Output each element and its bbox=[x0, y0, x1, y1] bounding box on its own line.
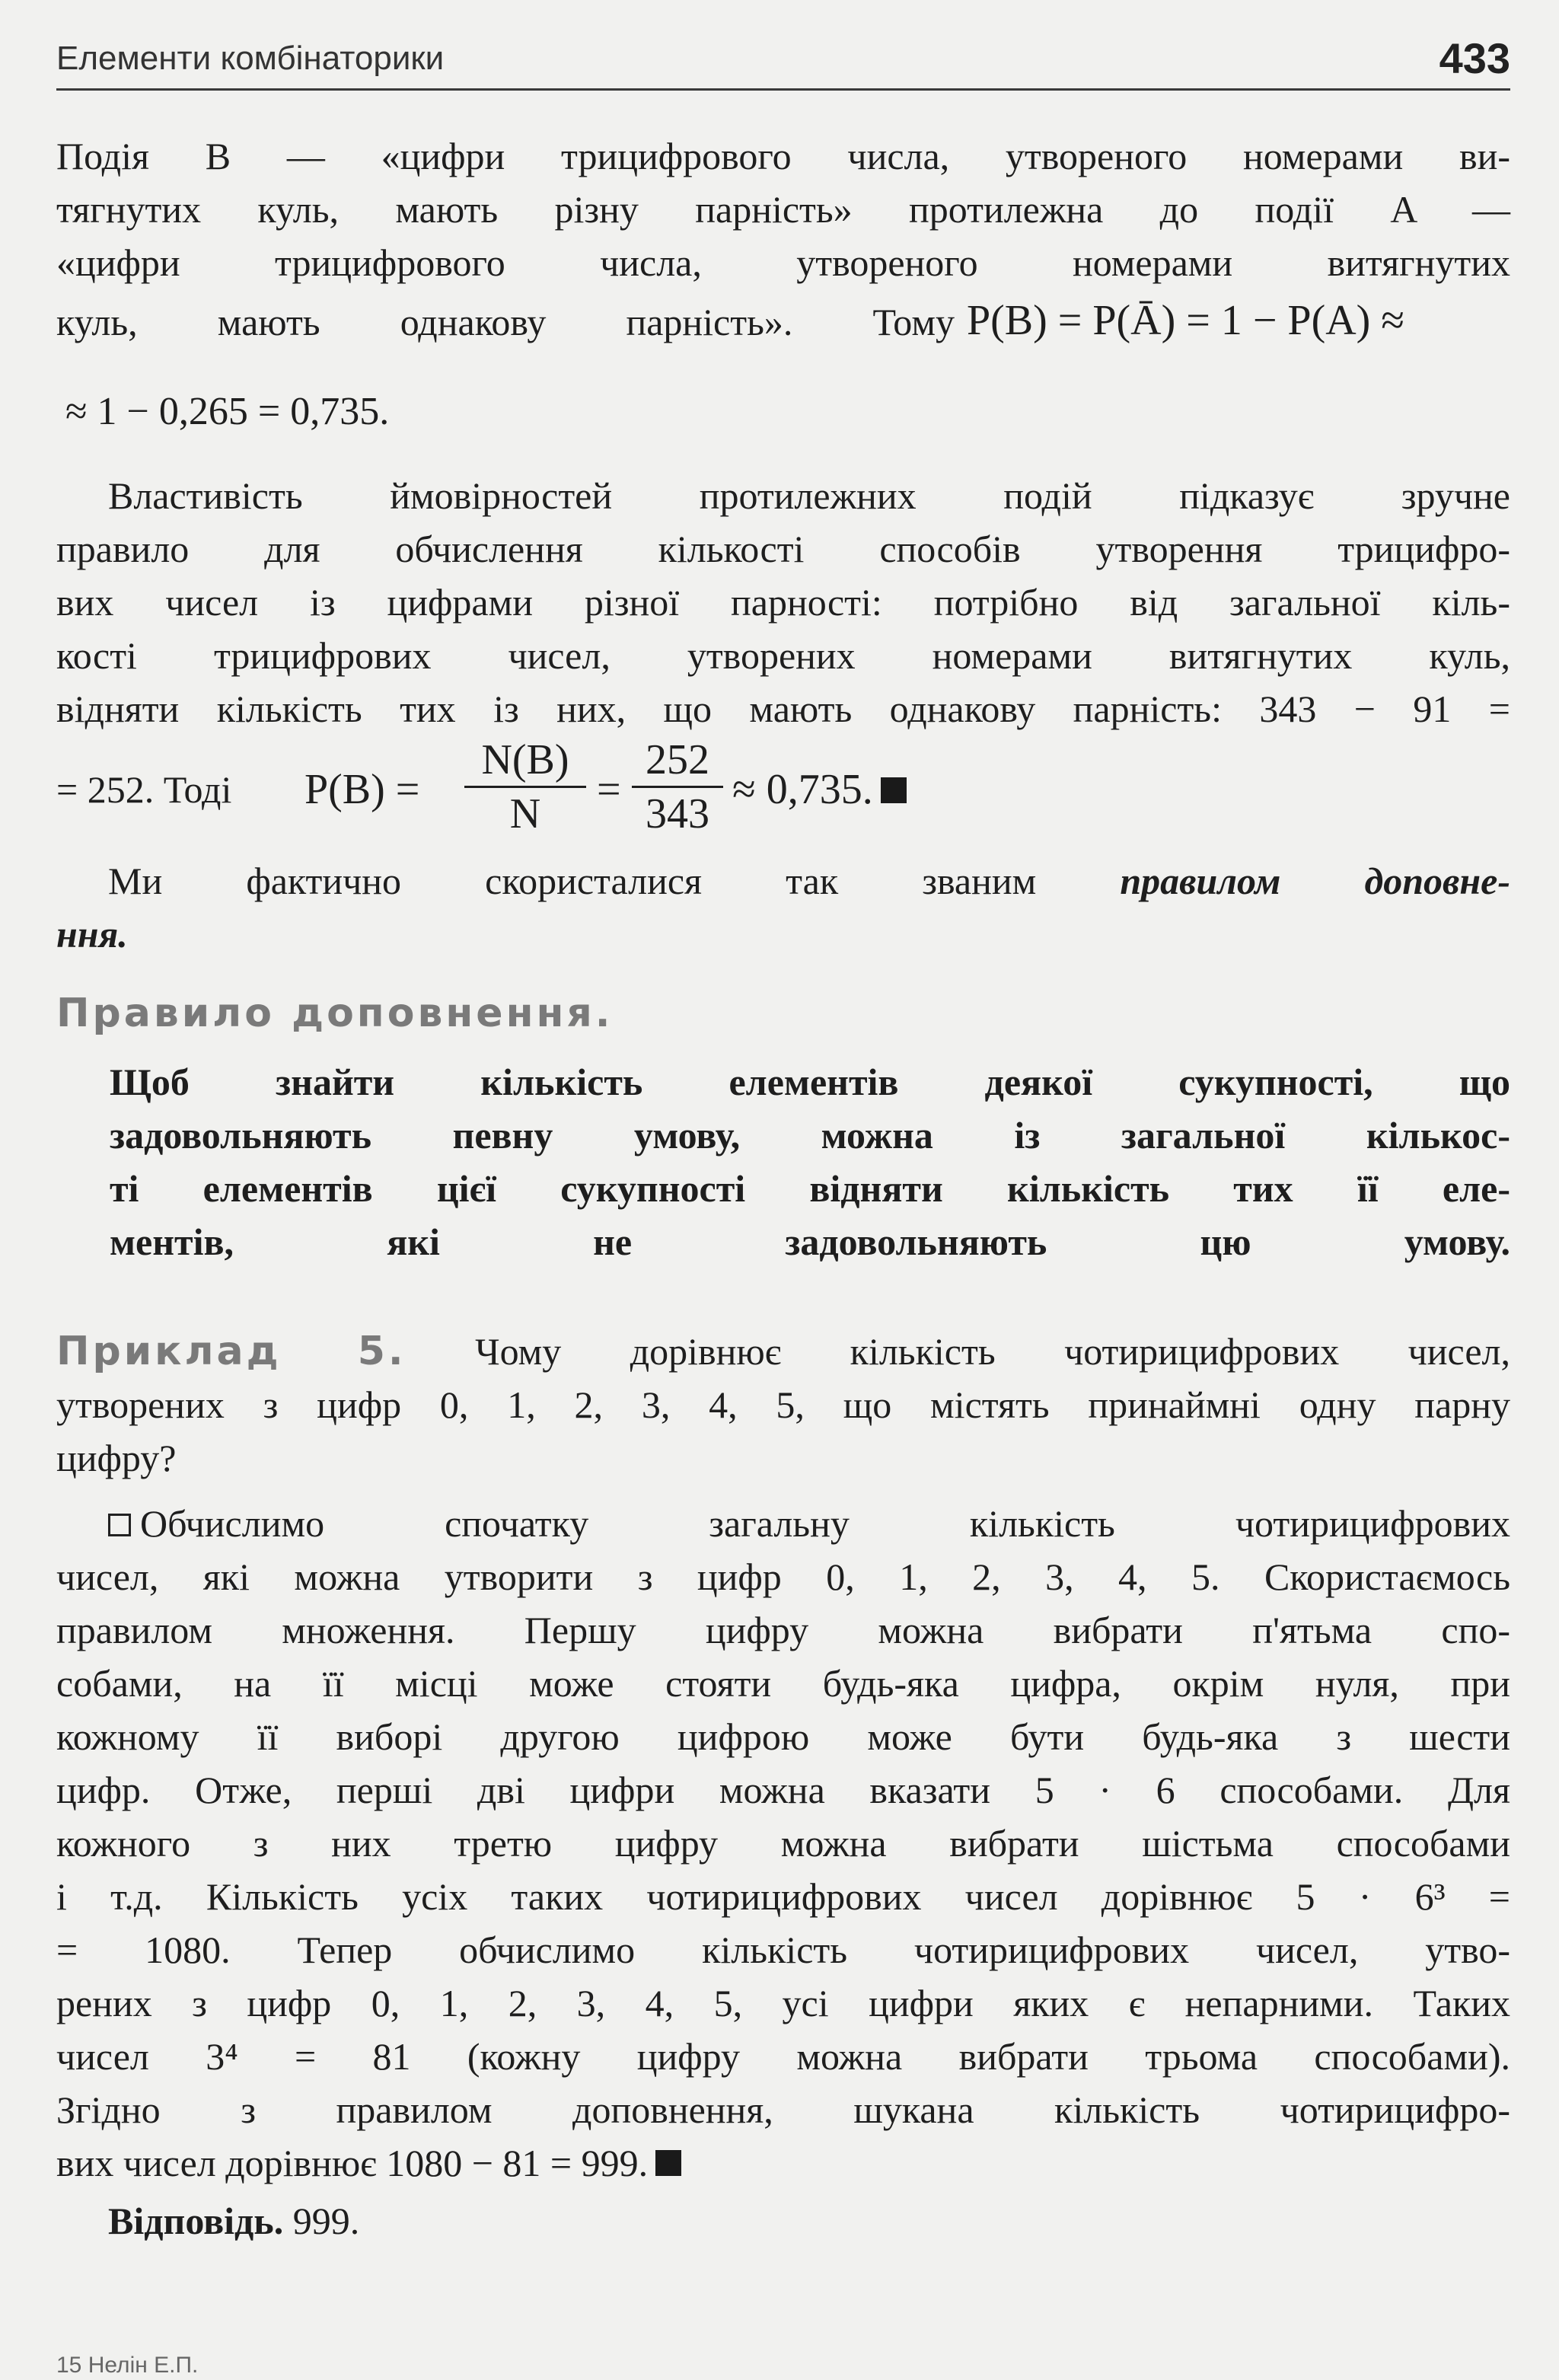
page-number: 433 bbox=[1439, 34, 1510, 82]
paragraph-line: вих чисел із цифрами різної парності: потрібно від загальної кіль- bbox=[56, 581, 1510, 624]
solution-line: кожного з них третю цифру можна вибрати шістьма способами bbox=[56, 1822, 1510, 1865]
paragraph-line: правило для обчислення кількості способів утворення трицифро- bbox=[56, 528, 1510, 570]
fraction-nb-over-n bbox=[464, 735, 586, 838]
solution-line: і т.д. Кількість усіх таких чотирицифрових чисел дорівнює 5 · 6³ = bbox=[56, 1875, 1510, 1918]
formula-lhs: P(B) = bbox=[304, 766, 420, 813]
fraction-bar bbox=[464, 786, 586, 788]
rule-heading: Правило доповнення. bbox=[56, 991, 614, 1036]
paragraph-line: Подія B — «цифри трицифрового числа, утвореного номерами ви- bbox=[56, 135, 1510, 177]
example-line bbox=[56, 1325, 1510, 1378]
paragraph-line bbox=[56, 908, 1510, 961]
page-footer: 15 Нелін Е.П. bbox=[56, 2353, 199, 2378]
fraction-denominator: 343 bbox=[646, 790, 709, 837]
solution-line: правилом множення. Першу цифру можна вибрати п'ятьма спо- bbox=[56, 1609, 1510, 1651]
end-of-proof-mark bbox=[881, 777, 907, 803]
example-text: Чому дорівнює кількість чотирицифрових чисел, bbox=[475, 1330, 1510, 1373]
answer-label: Відповідь. bbox=[108, 2200, 284, 2242]
answer-value: 999. bbox=[292, 2200, 360, 2242]
rule-line: задовольняють певну умову, можна із загальної кількос- bbox=[110, 1114, 1510, 1157]
solution-line: чисел 3⁴ = 81 (кожну цифру можна вибрати трьома способами). bbox=[56, 2035, 1510, 2078]
end-of-proof-mark bbox=[655, 2150, 681, 2176]
example-line: цифру? bbox=[56, 1437, 177, 1479]
solution-line: Згідно з правилом доповнення, шукана кількість чотирицифро- bbox=[56, 2088, 1510, 2131]
paragraph-line bbox=[56, 854, 1510, 908]
paragraph-line: Властивість ймовірностей протилежних подій підказує зручне bbox=[108, 474, 1510, 517]
example-label: Приклад 5. bbox=[56, 1329, 406, 1374]
formula-rhs bbox=[732, 763, 907, 816]
running-head bbox=[56, 33, 1510, 91]
solution-start-mark bbox=[108, 1514, 131, 1536]
term-emphasis: ння. bbox=[56, 913, 128, 956]
solution-line: чисел, які можна утворити з цифр 0, 1, 2, 3, 4, 5. Скористаємось bbox=[56, 1555, 1510, 1598]
solution-text: вих чисел дорівнює 1080 − 81 = 999. bbox=[56, 2142, 649, 2184]
section-title: Елементи комбінаторики bbox=[56, 40, 445, 77]
rule-line: ментів, які не задовольняють цю умову. bbox=[110, 1220, 1510, 1263]
paragraph-text: Ми фактично скористалися так званим bbox=[108, 860, 1037, 902]
fraction-252-over-343 bbox=[632, 735, 723, 838]
term-emphasis: правилом доповне- bbox=[1120, 860, 1510, 902]
paragraph-line: «цифри трицифрового числа, утвореного номерами витягнутих bbox=[56, 241, 1510, 284]
solution-line bbox=[56, 2136, 1510, 2190]
answer-line bbox=[56, 2194, 1510, 2248]
fraction-numerator: N(B) bbox=[481, 736, 569, 783]
solution-line: собами, на її місці може стояти будь-яка цифра, окрім нуля, при bbox=[56, 1662, 1510, 1705]
paragraph-line: куль, мають однакову парність». Тому bbox=[56, 301, 955, 343]
equals-sign: = bbox=[597, 766, 621, 813]
fraction-denominator: N bbox=[509, 790, 541, 837]
solution-line: = 1080. Тепер обчислимо кількість чотирицифрових чисел, утво- bbox=[56, 1929, 1510, 1971]
formula-prefix: = 252. Тоді bbox=[56, 768, 232, 811]
formula-rhs-text: ≈ 0,735. bbox=[732, 766, 873, 813]
formula-complement: P(B) = P(Ā) = 1 − P(A) ≈ bbox=[967, 297, 1405, 344]
paragraph-line: тягнутих куль, мають різну парність» протилежна до події A — bbox=[56, 188, 1510, 231]
fraction-numerator: 252 bbox=[646, 736, 709, 783]
formula-result: ≈ 1 − 0,265 = 0,735. bbox=[65, 390, 390, 433]
solution-line: кожному її виборі другою цифрою може бути будь-яка з шести bbox=[56, 1715, 1510, 1758]
paragraph-line: кості трицифрових чисел, утворених номерами витягнутих куль, bbox=[56, 634, 1510, 677]
solution-line: цифр. Отже, перші дві цифри можна вказати 5 · 6 способами. Для bbox=[56, 1769, 1510, 1811]
rule-line: ті елементів цієї сукупності відняти кількість тих її еле- bbox=[110, 1167, 1510, 1210]
solution-line bbox=[56, 1497, 1510, 1550]
fraction-bar bbox=[632, 786, 723, 788]
paragraph-line: відняти кількість тих із них, що мають однакову парність: 343 − 91 = bbox=[56, 688, 1510, 730]
solution-text: Обчислимо спочатку загальну кількість чотирицифрових bbox=[140, 1502, 1510, 1545]
rule-line: Щоб знайти кількість елементів деякої сукупності, що bbox=[110, 1061, 1510, 1103]
solution-line: рених з цифр 0, 1, 2, 3, 4, 5, усі цифри яких є непарними. Таких bbox=[56, 1982, 1510, 2024]
example-line: утворених з цифр 0, 1, 2, 3, 4, 5, що містять принаймні одну парну bbox=[56, 1383, 1510, 1426]
